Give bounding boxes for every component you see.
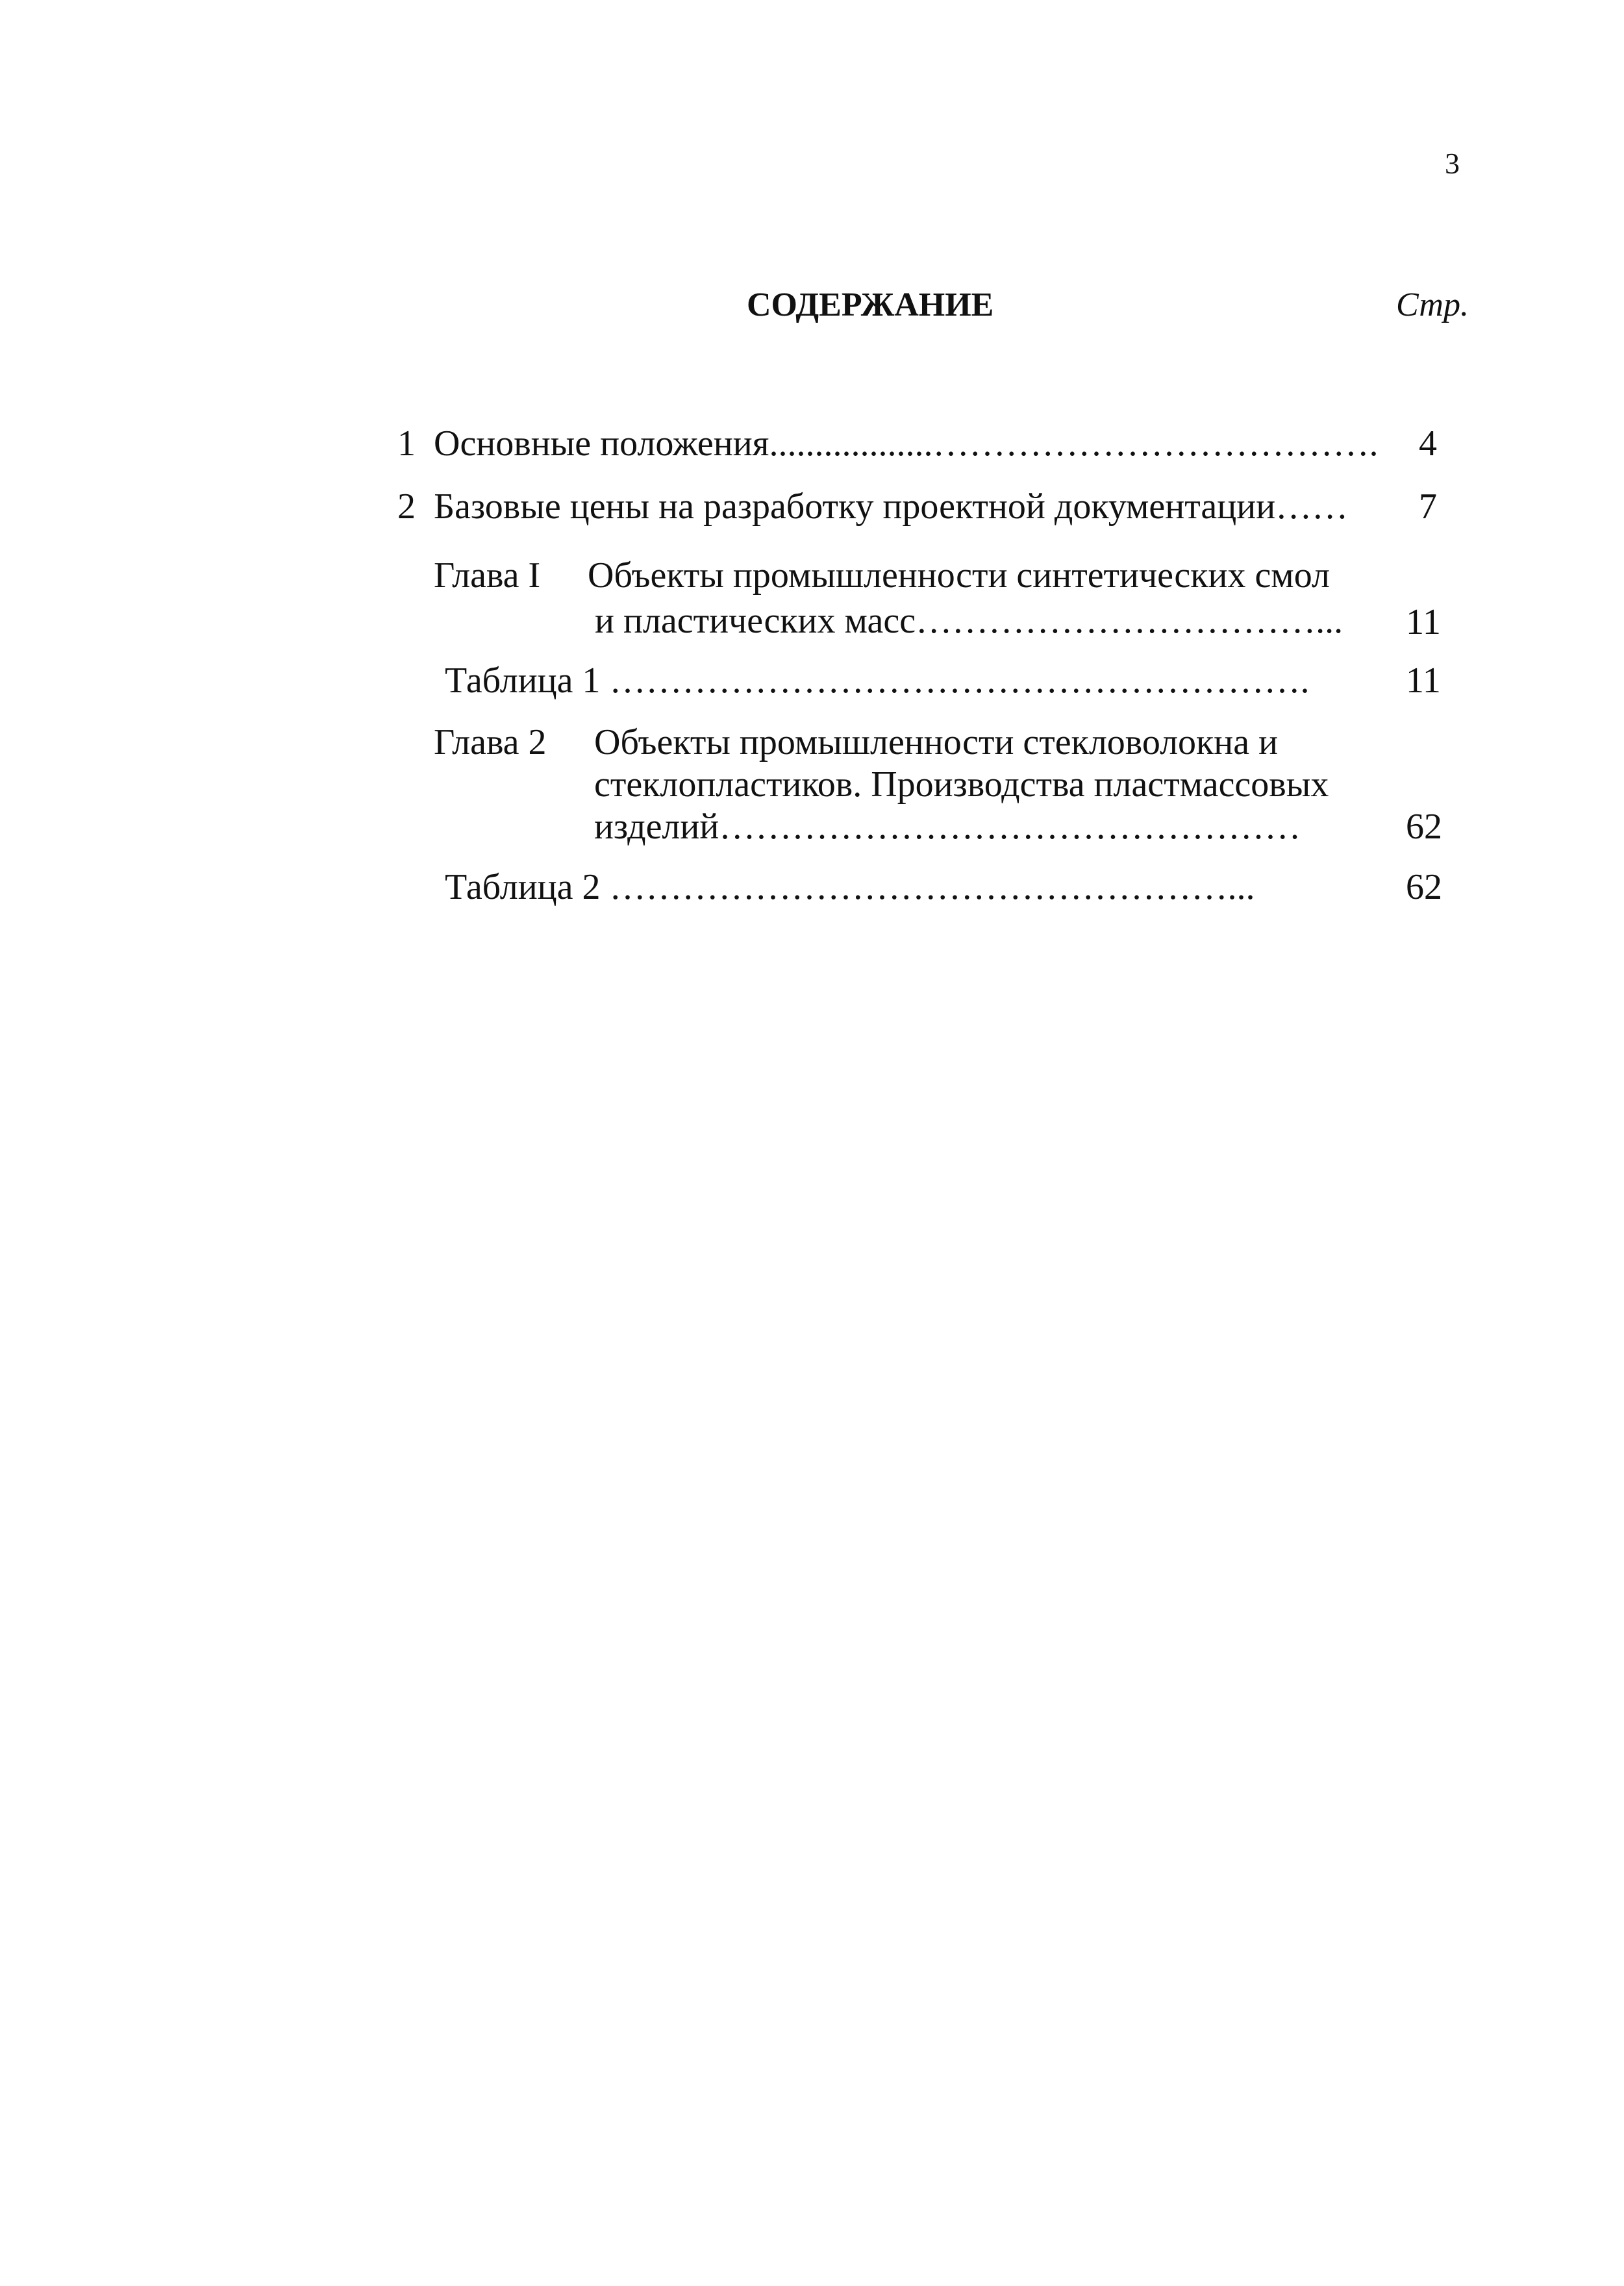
toc-entry-number: 1 bbox=[397, 423, 416, 464]
toc-entry-title: Базовые цены на разработку проектной документации…… bbox=[434, 486, 1349, 527]
toc-heading: СОДЕРЖАНИЕ bbox=[747, 286, 994, 323]
chapter-1-page: 11 bbox=[1406, 602, 1441, 642]
chapter-2-title-line-1: Объекты промышленности стекловолокна и bbox=[594, 722, 1279, 762]
chapter-2-title-line-2: стеклопластиков. Производства пластмассовых bbox=[594, 764, 1329, 805]
page-number: 3 bbox=[1445, 147, 1460, 180]
chapter-1-title-line-1: Объекты промышленности синтетических смол bbox=[588, 555, 1330, 596]
chapter-2-label: Глава 2 bbox=[434, 722, 547, 762]
chapter-1-label: Глава I bbox=[434, 555, 541, 596]
toc-entry-number: 2 bbox=[397, 486, 416, 527]
page-column-label: Стр. bbox=[1396, 286, 1469, 323]
toc-entry-page: 4 bbox=[1419, 423, 1437, 464]
chapter-2-page: 62 bbox=[1406, 807, 1442, 847]
chapter-1-title-line-2: и пластических масс……………………………... bbox=[595, 601, 1343, 641]
table-1-entry: Таблица 1 …………………………………………………. bbox=[445, 660, 1310, 701]
toc-entry-title: Основные положения..................………………………………. bbox=[434, 423, 1379, 464]
toc-entry-page: 7 bbox=[1419, 486, 1437, 527]
table-2-page: 62 bbox=[1406, 867, 1442, 907]
chapter-2-title-line-3: изделий………………………………………… bbox=[594, 807, 1301, 847]
table-1-page: 11 bbox=[1406, 660, 1441, 701]
table-2-entry: Таблица 2 ……………………………………………... bbox=[445, 867, 1255, 907]
